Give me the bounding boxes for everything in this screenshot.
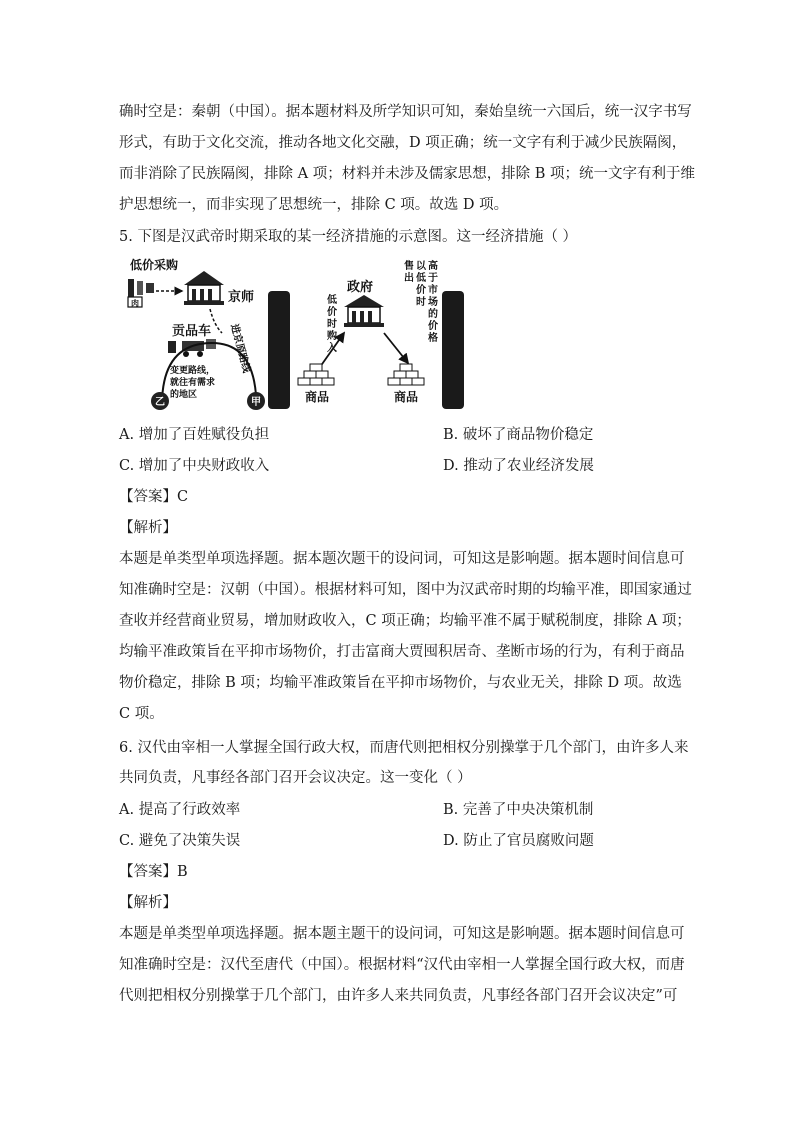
q6-option-d: D. 防止了官员腐败问题 [443, 833, 594, 849]
text-line: 本题是单类型单项选择题。据本题次题干的设问词，可知这是影响题。据本题时间信息可 [119, 551, 685, 567]
svg-text:出: 出 [404, 273, 414, 284]
text-line: 均输平准政策旨在平抑市场物价，打击富商大贾囤积居奇、垄断市场的行为，有利于商品 [119, 644, 685, 660]
text-line: 物价稳定，排除 B 项；均输平准政策旨在平抑市场物价，与农业无关，排除 D 项。故选 [119, 675, 682, 691]
text-line: 知准确时空是：汉朝（中国）。根据材料可知，图中为汉武帝时期的均输平准，即国家通过 [119, 582, 692, 598]
goods-pile-left-icon [298, 364, 334, 385]
svg-text:入: 入 [327, 343, 337, 354]
black-bar-right [442, 291, 464, 409]
text-line: 形式，有助于文化交流，推动各地文化交融，D 项正确；统一文字有利于减少民族隔阂， [119, 135, 687, 151]
q6-option-b: B. 完善了中央决策机制 [443, 802, 594, 818]
q6-answer: 【答案】B [119, 864, 188, 880]
changed-route-line: 的地区 [170, 390, 198, 400]
q5-option-a: A. 增加了百姓赋役负担 [119, 427, 270, 443]
svg-text:价: 价 [327, 307, 337, 318]
q6-option-c: C. 避免了决策失误 [119, 833, 241, 849]
svg-text:低: 低 [327, 295, 337, 306]
arrow-sell [384, 333, 408, 363]
question-6-stem-line: 共同负责，凡事经各部门召开会议决定。这一变化（ ） [119, 770, 472, 786]
svg-text:价: 价 [416, 285, 426, 296]
person-icon [128, 279, 134, 297]
capital-building-icon [184, 271, 224, 305]
government-building-icon [344, 295, 384, 327]
place-yi-label: 乙 [155, 397, 165, 408]
capital-label: 京师 [228, 290, 255, 305]
question-5-figure [122, 255, 472, 413]
svg-text:肉: 肉 [131, 299, 139, 308]
svg-text:低: 低 [416, 273, 426, 284]
tribute-cart-label: 贡品车 [172, 324, 212, 339]
question-6-stem-line: 6. 汉代由宰相一人掌握全国行政大权，而唐代则把相权分别操掌于几个部门，由许多人来 [119, 740, 689, 756]
svg-text:高: 高 [428, 261, 438, 272]
svg-text:的: 的 [428, 309, 438, 320]
goods-pile-right-icon [388, 364, 424, 385]
low-buy-label: 低价采购 [130, 258, 179, 272]
svg-text:于: 于 [428, 273, 438, 284]
q5-option-b: B. 破坏了商品物价稳定 [443, 427, 594, 443]
text-line: 查收并经营商业贸易，增加财政收入，C 项正确；均输平准不属于赋税制度，排除 A 项； [119, 613, 691, 629]
q6-option-a: A. 提高了行政效率 [119, 802, 241, 818]
q5-analysis-label: 【解析】 [119, 520, 177, 536]
goods-right-label: 商品 [394, 390, 419, 404]
sell-high-vertical-label [404, 259, 438, 344]
svg-text:市: 市 [428, 285, 438, 296]
changed-route-line: 变更路线， [170, 366, 216, 376]
svg-text:场: 场 [428, 297, 438, 308]
svg-text:格: 格 [428, 333, 438, 344]
q5-answer: 【答案】C [119, 489, 189, 505]
svg-text:进京原路线: 进京原路线 [228, 322, 252, 375]
tribute-cart-icon [168, 339, 216, 357]
text-line: 知准确时空是：汉代至唐代（中国）。根据材料“汉代由宰相一人掌握全国行政大权，而唐 [119, 957, 685, 973]
government-label: 政府 [347, 280, 374, 295]
q5-option-d: D. 推动了农业经济发展 [443, 458, 594, 474]
svg-text:时: 时 [416, 297, 426, 308]
q5-option-c: C. 增加了中央财政收入 [119, 458, 270, 474]
person-icon [137, 281, 143, 295]
text-line: 护思想统一，而非实现了思想统一，排除 C 项。故选 D 项。 [119, 197, 509, 213]
svg-text:售: 售 [404, 261, 414, 272]
text-line: 代则把相权分别操掌于几个部门，由许多人来共同负责，凡事经各部门召开会议决定”可 [119, 988, 678, 1004]
svg-text:购: 购 [327, 331, 337, 342]
text-line: 本题是单类型单项选择题。据本题主题干的设问词，可知这是影响题。据本题时间信息可 [119, 926, 685, 942]
q6-analysis-label: 【解析】 [119, 895, 177, 911]
place-jia-label: 甲 [251, 397, 261, 408]
svg-text:以: 以 [416, 261, 426, 272]
svg-text:价: 价 [428, 321, 438, 332]
economic-measure-diagram [122, 255, 472, 413]
black-bar-left [268, 291, 290, 409]
goods-left-label: 商品 [305, 390, 330, 404]
question-5-stem: 5. 下图是汉武帝时期采取的某一经济措施的示意图。这一经济措施（ ） [119, 229, 578, 245]
goods-icon [146, 283, 154, 293]
text-line: C 项。 [119, 706, 164, 722]
text-line: 确时空是：秦朝（中国）。据本题材料及所学知识可知，秦始皇统一六国后，统一汉字书写 [119, 104, 692, 120]
changed-route-line: 就往有需求 [170, 378, 216, 388]
svg-text:时: 时 [327, 319, 337, 330]
original-route-line [210, 309, 222, 333]
text-line: 而非消除了民族隔阂，排除 A 项；材料并未涉及儒家思想，排除 B 项；统一文字有利于维 [119, 166, 696, 182]
